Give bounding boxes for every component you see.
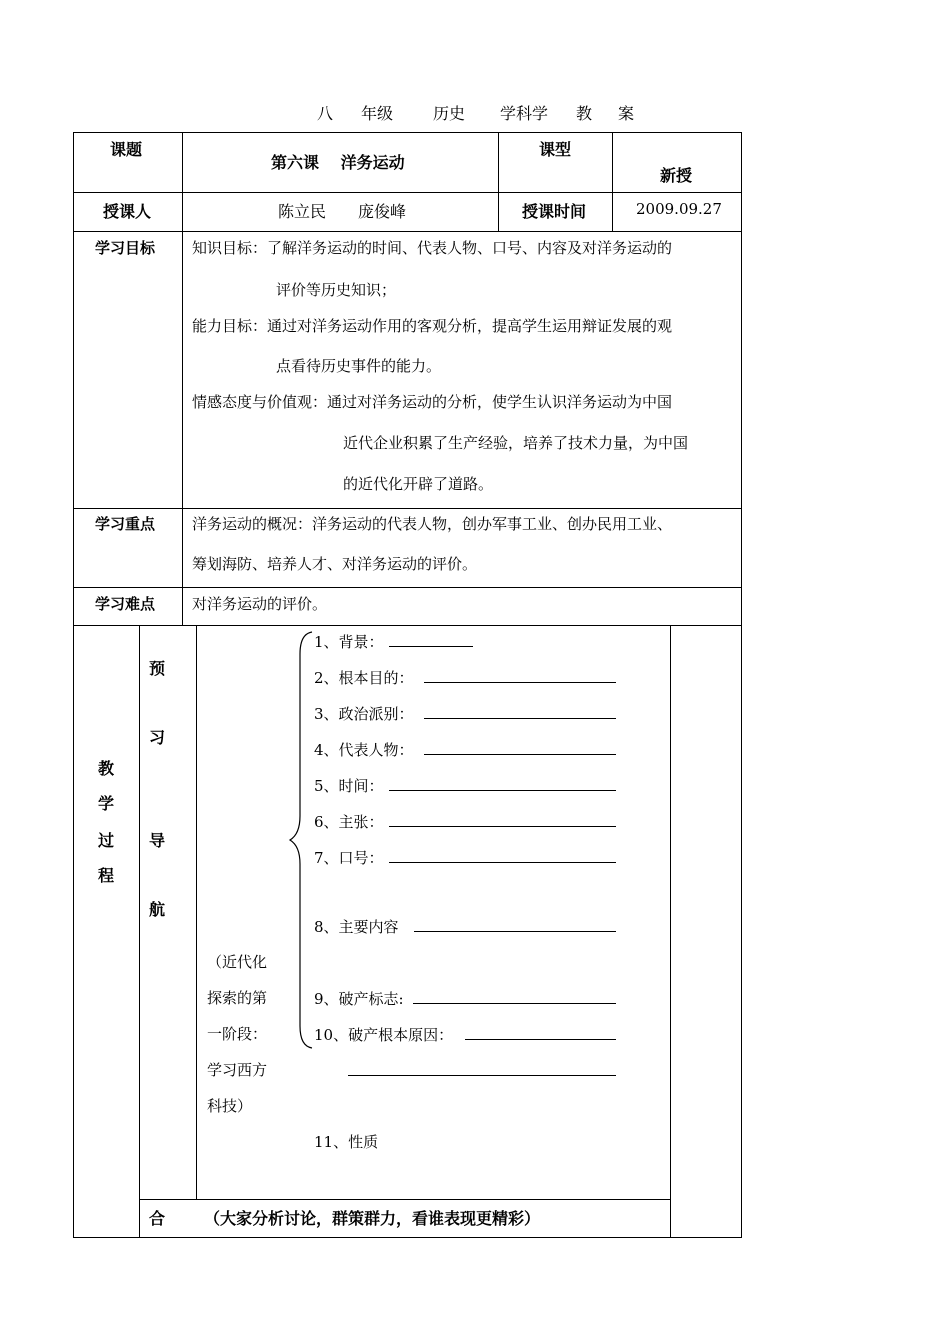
- lesson-type-value: 新授: [660, 166, 693, 185]
- item-failure-sign: 9、破产标志:: [314, 990, 404, 1008]
- item-slogan: 7、口号：: [314, 849, 384, 867]
- blank-failure-cause-2[interactable]: [348, 1075, 616, 1076]
- teacher-value: 陈立民 庞俊峰: [278, 202, 407, 221]
- stage-line-5: 科技）: [207, 1097, 253, 1115]
- preview-label-char-1: 预: [149, 659, 166, 678]
- discussion-text: （大家分析讨论，群策群力，看谁表现更精彩）: [204, 1209, 541, 1228]
- item-failure-cause: 10、破产根本原因：: [314, 1026, 454, 1044]
- blank-proposition[interactable]: [389, 826, 616, 827]
- preview-label-char-3: 导: [149, 831, 166, 850]
- lesson-time-value: 2009.09.27: [636, 200, 722, 218]
- process-label-char-1: 教: [98, 759, 115, 778]
- emotion-goal-line-1: 情感态度与价值观：通过对洋务运动的分析，使学生认识洋务运动为中国: [192, 393, 673, 411]
- difficulty-text: 对洋务运动的评价。: [192, 595, 328, 613]
- stage-line-2: 探索的第: [207, 989, 268, 1007]
- key-points-label: 学习重点: [95, 515, 156, 533]
- blank-representatives[interactable]: [424, 754, 616, 755]
- key-points-line-2: 筹划海防、培养人才、对洋务运动的评价。: [192, 555, 478, 573]
- lesson-type-label: 课型: [539, 140, 572, 159]
- process-label-char-2: 学: [98, 794, 115, 813]
- item-time: 5、时间：: [314, 777, 384, 795]
- preview-label-char-4: 航: [149, 900, 166, 919]
- knowledge-goal-line-2: 评价等历史知识；: [276, 281, 397, 299]
- knowledge-goal-line-1: 知识目标：了解洋务运动的时间、代表人物、口号、内容及对洋务运动的: [192, 239, 673, 257]
- ability-goal-line-1: 能力目标：通过对洋务运动作用的客观分析，提高学生运用辩证发展的观: [192, 317, 673, 335]
- emotion-goal-line-3: 的近代化开辟了道路。: [343, 475, 494, 493]
- stage-line-1: （近代化: [207, 953, 268, 971]
- title-discipline: 学科学: [500, 104, 549, 123]
- brace-icon: [288, 630, 316, 1050]
- blank-failure-sign[interactable]: [413, 1003, 616, 1004]
- title-an: 案: [618, 104, 635, 123]
- process-label-char-4: 程: [98, 866, 115, 885]
- item-purpose: 2、根本目的：: [314, 669, 414, 687]
- process-label-char-3: 过: [98, 831, 115, 850]
- title-subject: 历史: [433, 104, 466, 123]
- item-background: 1、背景：: [314, 633, 384, 651]
- blank-faction[interactable]: [424, 718, 616, 719]
- emotion-goal-line-2: 近代企业积累了生产经验，培养了技术力量，为中国: [343, 434, 689, 452]
- blank-purpose[interactable]: [424, 682, 616, 683]
- lesson-time-label: 授课时间: [522, 202, 587, 221]
- blank-slogan[interactable]: [389, 862, 616, 863]
- preview-label-char-2: 习: [149, 728, 166, 747]
- item-proposition: 6、主张：: [314, 813, 384, 831]
- topic-label: 课题: [110, 140, 143, 159]
- topic-value: 第六课 洋务运动: [271, 153, 405, 172]
- item-faction: 3、政治派别：: [314, 705, 414, 723]
- item-representatives: 4、代表人物：: [314, 741, 414, 759]
- blank-failure-cause-1[interactable]: [465, 1039, 616, 1040]
- stage-line-4: 学习西方: [207, 1061, 268, 1079]
- item-main-content: 8、主要内容: [314, 918, 399, 936]
- title-grade-number: 八: [317, 104, 334, 123]
- discussion-label: 合: [149, 1209, 166, 1228]
- blank-main-content[interactable]: [414, 931, 616, 932]
- learning-goals-label: 学习目标: [95, 239, 156, 257]
- blank-time[interactable]: [389, 790, 616, 791]
- item-nature: 11、性质: [314, 1133, 379, 1151]
- ability-goal-line-2: 点看待历史事件的能力。: [276, 357, 442, 375]
- teacher-label: 授课人: [103, 202, 152, 221]
- title-grade: 年级: [361, 104, 394, 123]
- stage-line-3: 一阶段：: [207, 1025, 268, 1043]
- blank-background[interactable]: [389, 646, 473, 647]
- key-points-line-1: 洋务运动的概况：洋务运动的代表人物，创办军事工业、创办民用工业、: [192, 515, 673, 533]
- title-jiao: 教: [576, 104, 593, 123]
- difficulty-label: 学习难点: [95, 595, 156, 613]
